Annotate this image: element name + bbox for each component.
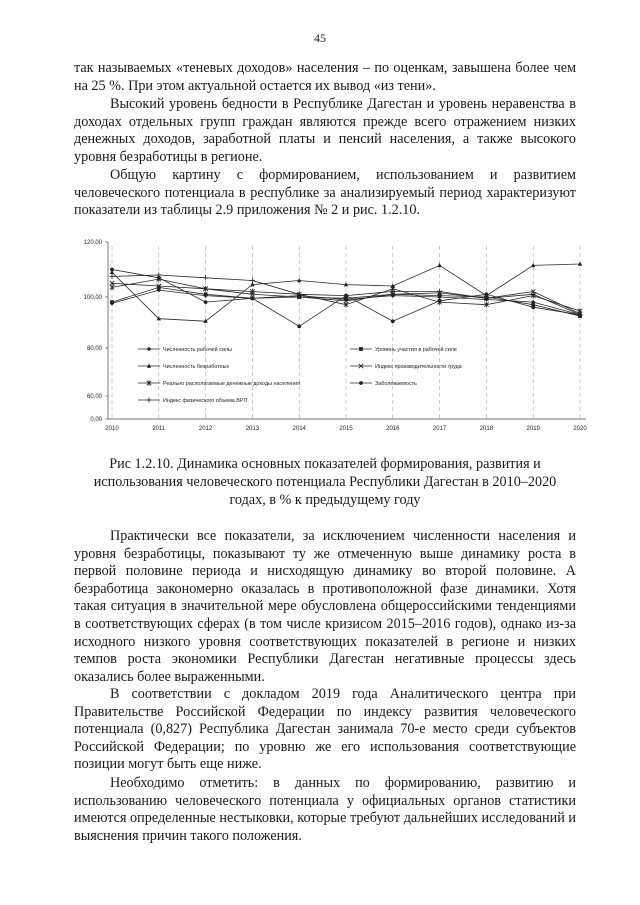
paragraph-bottom-1: Практически все показатели, за исключением численности населения и уровня безработицы, показывают ту же отмеченную выше динамику роста в первой половине периода и нисходящую динамику во второй половине. А безработица закономерно оказалась в противоположной фазе динамики. Хотя такая ситуация в значительной мере обусловлена общероссийскими тенденциями в соответствующих сферах (в том числе кризисом 2015–2016 годов), однако из-за исходного низкого уровня соответствующих показателей в регионе и низких темпов роста экономики Республики Дагестан негативные процессы здесь оказались более выраженными.: [74, 528, 576, 685]
data-point-s2-10: [578, 262, 582, 266]
data-point-s5-7: [438, 299, 442, 303]
y-tick-label: 80,00: [86, 346, 102, 352]
x-tick-label: 2012: [198, 426, 213, 432]
legend-label: Численность рабочей силы: [163, 347, 232, 353]
data-point-s2-4: [297, 278, 301, 282]
data-point-s5-0: [110, 268, 114, 272]
paragraph-bottom-2: В соответствии с докладом 2019 года Аналитического центра при Правительстве Российской Федерации по индексу развития человеческого потенциала (0,827) Республика Дагестан занимала 70-е место среди субъектов Российской Федерации; по уровню же его использования соответствующие позиции могут быть еще ниже.: [74, 686, 576, 773]
line-chart-svg: [66, 232, 590, 444]
y-tick-label: 100,00: [83, 295, 102, 301]
data-point-s5-9: [531, 305, 535, 309]
paragraph-bottom-3: Необходимо отметить: в данных по формированию, развитию и использованию человеческого потенциала у официальных органов статистики имеются определенные нестыковки, которые требуют дальнейших исследований и выяснения причин такого положения.: [74, 775, 576, 844]
data-point-s5-6: [391, 319, 395, 323]
paragraph-top-3: Общую картину с формированием, использованием и развитием человеческого потенциала в республике за анализируемый период характеризуют показатели из таблицы 2.9 приложения № 2 и рис. 1.2.10.: [74, 167, 576, 219]
legend-label: Реально располагаемые денежные доходы населения: [163, 381, 300, 387]
data-point-s1-2: [204, 292, 208, 296]
data-point-s6-3: [250, 278, 255, 283]
line-chart: [66, 232, 590, 444]
data-point-s5-2: [204, 300, 208, 304]
y-tick-label: 60,00: [86, 394, 102, 400]
x-tick-label: 2019: [526, 426, 540, 432]
data-point-s5-3: [251, 296, 255, 300]
legend-swatch-marker: [146, 397, 151, 402]
legend-label: Индекс производительности труда: [375, 364, 462, 370]
legend-label: Индекс физического объема ВРП: [163, 398, 248, 404]
x-tick-label: 2017: [432, 426, 447, 432]
page-number: 45: [314, 31, 326, 45]
x-tick-label: 2018: [479, 426, 494, 432]
legend-label: Численность безработных: [163, 364, 230, 370]
x-tick-label: 2013: [245, 426, 260, 432]
x-tick-label: 2020: [573, 426, 587, 432]
legend-swatch-marker: [359, 381, 363, 385]
data-point-s5-8: [485, 292, 489, 296]
x-tick-label: 2014: [292, 426, 306, 432]
y-tick-label: 120,00: [83, 240, 102, 246]
data-point-s2-7: [437, 263, 441, 267]
data-point-s6-2: [203, 275, 208, 280]
y-tick-label: 0,00: [90, 417, 102, 423]
figure-caption: Рис 1.2.10. Динамика основных показателей формирования, развития и использования человеческого потенциала Республики Дагестан в 2010–2020 годах, в % к предыдущему году: [93, 456, 557, 508]
legend-swatch-marker: [359, 347, 363, 351]
legend-label: Заболеваемость: [375, 381, 417, 387]
legend-swatch-marker: [147, 347, 151, 351]
x-tick-label: 2010: [105, 426, 119, 432]
legend-label: Уровень участия в рабочей силе: [375, 347, 457, 353]
x-tick-label: 2015: [339, 426, 353, 432]
data-point-s1-0: [110, 300, 114, 304]
x-tick-label: 2016: [386, 426, 400, 432]
paragraph-top-2: Высокий уровень бедности в Республике Дагестан и уровень неравенства в доходах отдельных групп граждан являются прежде всего отражением низких денежных доходов, заработной платы и пенсий населения, а также высокого уровня безработицы в регионе.: [74, 96, 576, 165]
x-tick-label: 2011: [152, 426, 166, 432]
data-point-s5-4: [297, 324, 301, 328]
paragraph-top-1: так называемых «теневых доходов» населения – по оценкам, завышена более чем на 25 %. При этом актуальной остается их вывод «из тени».: [74, 60, 576, 94]
